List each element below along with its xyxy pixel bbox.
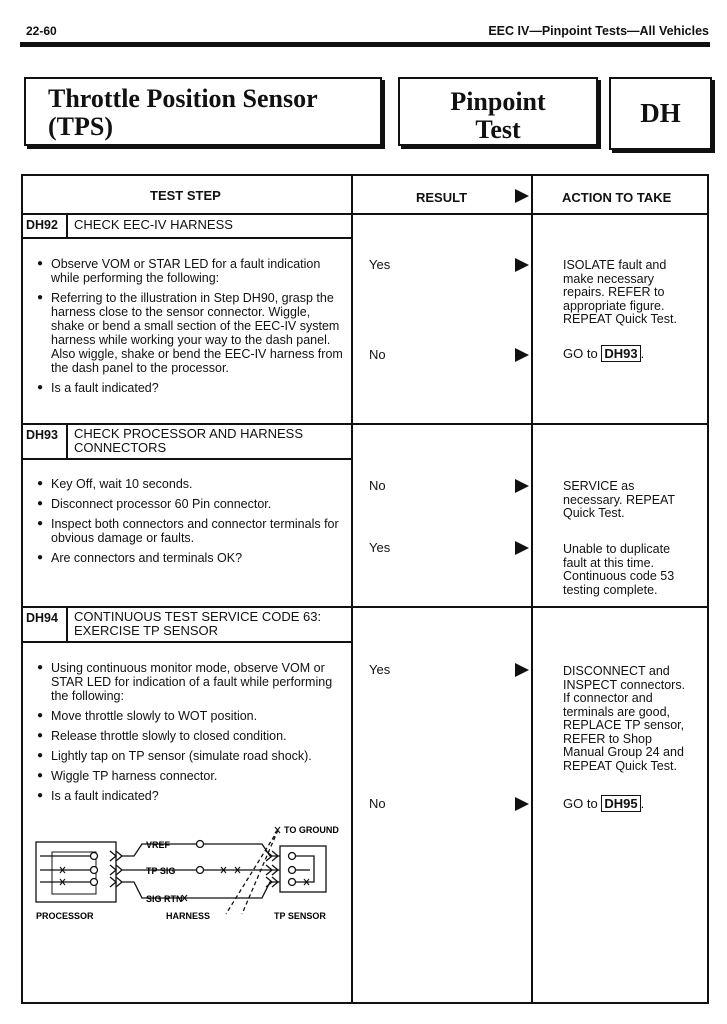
test-title-line1: Throttle Position Sensor — [48, 84, 318, 113]
step-id-dh92: DH92 — [26, 218, 58, 232]
action-text: DISCONNECT and INSPECT connectors. If connector and terminals are good, REPLACE TP sensor, REFER to Shop Manual Group 24 and REPEAT Quick Test. — [563, 664, 686, 773]
list-item: ● Is a fault indicated? — [37, 789, 343, 803]
diagram-label-harness: HARNESS — [166, 911, 211, 921]
header-rule — [20, 42, 710, 47]
pinpoint-line1: Pinpoint — [450, 87, 546, 116]
list-item: ● Referring to the illustration in Step DH90, grasp the harness close to the sensor connector. Wiggle, shake or bend a small section of the EEC-IV system harness while working your way to the dash panel. Also wiggle, shake or bend the EEC-IV harness from the dash panel to the processor. — [37, 291, 343, 375]
goto-step-dh95[interactable]: DH95 — [601, 795, 640, 812]
list-item: ● Move throttle slowly to WOT position. — [37, 709, 343, 723]
result-arrow-icon — [515, 258, 529, 272]
result-label: Yes — [369, 540, 391, 555]
processor-box — [36, 842, 116, 902]
pinpoint-line2: Test — [475, 115, 521, 144]
result-arrow-icon — [515, 663, 529, 677]
result-label: Yes — [369, 257, 391, 272]
step-title-dh93: CHECK PROCESSOR AND HARNESS CONNECTORS — [74, 426, 303, 455]
step-bullets-dh92 — [37, 257, 343, 401]
action-text: SERVICE as necessary. REPEAT Quick Test. — [563, 479, 676, 520]
step-title-dh92: CHECK EEC-IV HARNESS — [74, 217, 233, 232]
result-arrow-icon — [515, 348, 529, 362]
column-header-action: ACTION TO TAKE — [562, 190, 672, 205]
result-arrow-icon — [515, 797, 529, 811]
diagram-label-processor: PROCESSOR — [36, 911, 94, 921]
diagram-label-vref: VREF — [146, 840, 171, 850]
result-arrow-icon — [515, 541, 529, 555]
list-item: ● Wiggle TP harness connector. — [37, 769, 343, 783]
test-title-line2: (TPS) — [48, 112, 113, 141]
list-item: ● Using continuous monitor mode, observe VOM or STAR LED for indication of a fault while performing the following: — [37, 661, 343, 703]
tp-sensor-box — [280, 846, 326, 892]
step-bullets-dh93 — [37, 477, 343, 571]
result-arrow-icon — [515, 479, 529, 493]
step-id-dh94: DH94 — [26, 611, 58, 625]
column-header-result: RESULT — [416, 190, 468, 205]
page-number: 22-60 — [26, 24, 57, 38]
list-item: ● Disconnect processor 60 Pin connector. — [37, 497, 343, 511]
result-label: No — [369, 347, 386, 362]
test-title-box — [24, 77, 382, 146]
list-item: ● Release throttle slowly to closed condition. — [37, 729, 343, 743]
result-label: No — [369, 478, 386, 493]
action-text: ISOLATE fault and make necessary repairs. REFER to appropriate figure. REPEAT Quick Test. — [563, 258, 677, 326]
action-text: GO to DH95 . — [563, 796, 645, 811]
diagram-label-sig-rtn: SIG RTN — [146, 894, 183, 904]
list-item: ● Key Off, wait 10 seconds. — [37, 477, 343, 491]
step-bullets-dh94 — [37, 661, 343, 809]
test-code: DH — [640, 98, 681, 128]
test-code-box — [609, 77, 712, 150]
list-item: ● Lightly tap on TP sensor (simulate road shock). — [37, 749, 343, 763]
tps-wiring-diagram — [30, 818, 350, 928]
list-item: ● Is a fault indicated? — [37, 381, 343, 395]
column-header-test-step: TEST STEP — [150, 188, 221, 203]
result-label: No — [369, 796, 386, 811]
goto-step-dh93[interactable]: DH93 — [601, 345, 640, 362]
step-title-dh94: CONTINUOUS TEST SERVICE CODE 63: EXERCISE TP SENSOR — [74, 609, 322, 638]
section-title: EEC IV—Pinpoint Tests—All Vehicles — [488, 24, 709, 38]
result-label: Yes — [369, 662, 391, 677]
result-arrow-icon — [515, 189, 529, 203]
pinpoint-test-box — [398, 77, 598, 146]
action-text: Unable to duplicate fault at this time. Continuous code 53 testing complete. — [563, 542, 675, 597]
list-item: ● Inspect both connectors and connector terminals for obvious damage or faults. — [37, 517, 343, 545]
diagram-label-tp-sig: TP SIG — [146, 866, 176, 876]
step-id-dh93: DH93 — [26, 428, 58, 442]
list-item: ● Observe VOM or STAR LED for a fault indication while performing the following: — [37, 257, 343, 285]
column-divider-result — [351, 174, 353, 1004]
diagram-label-tp-sensor: TP SENSOR — [274, 911, 326, 921]
diagram-label-to-ground: TO GROUND — [284, 825, 339, 835]
list-item: ● Are connectors and terminals OK? — [37, 551, 343, 565]
column-divider-action — [531, 174, 533, 1004]
action-text: GO to DH93 . — [563, 346, 645, 361]
